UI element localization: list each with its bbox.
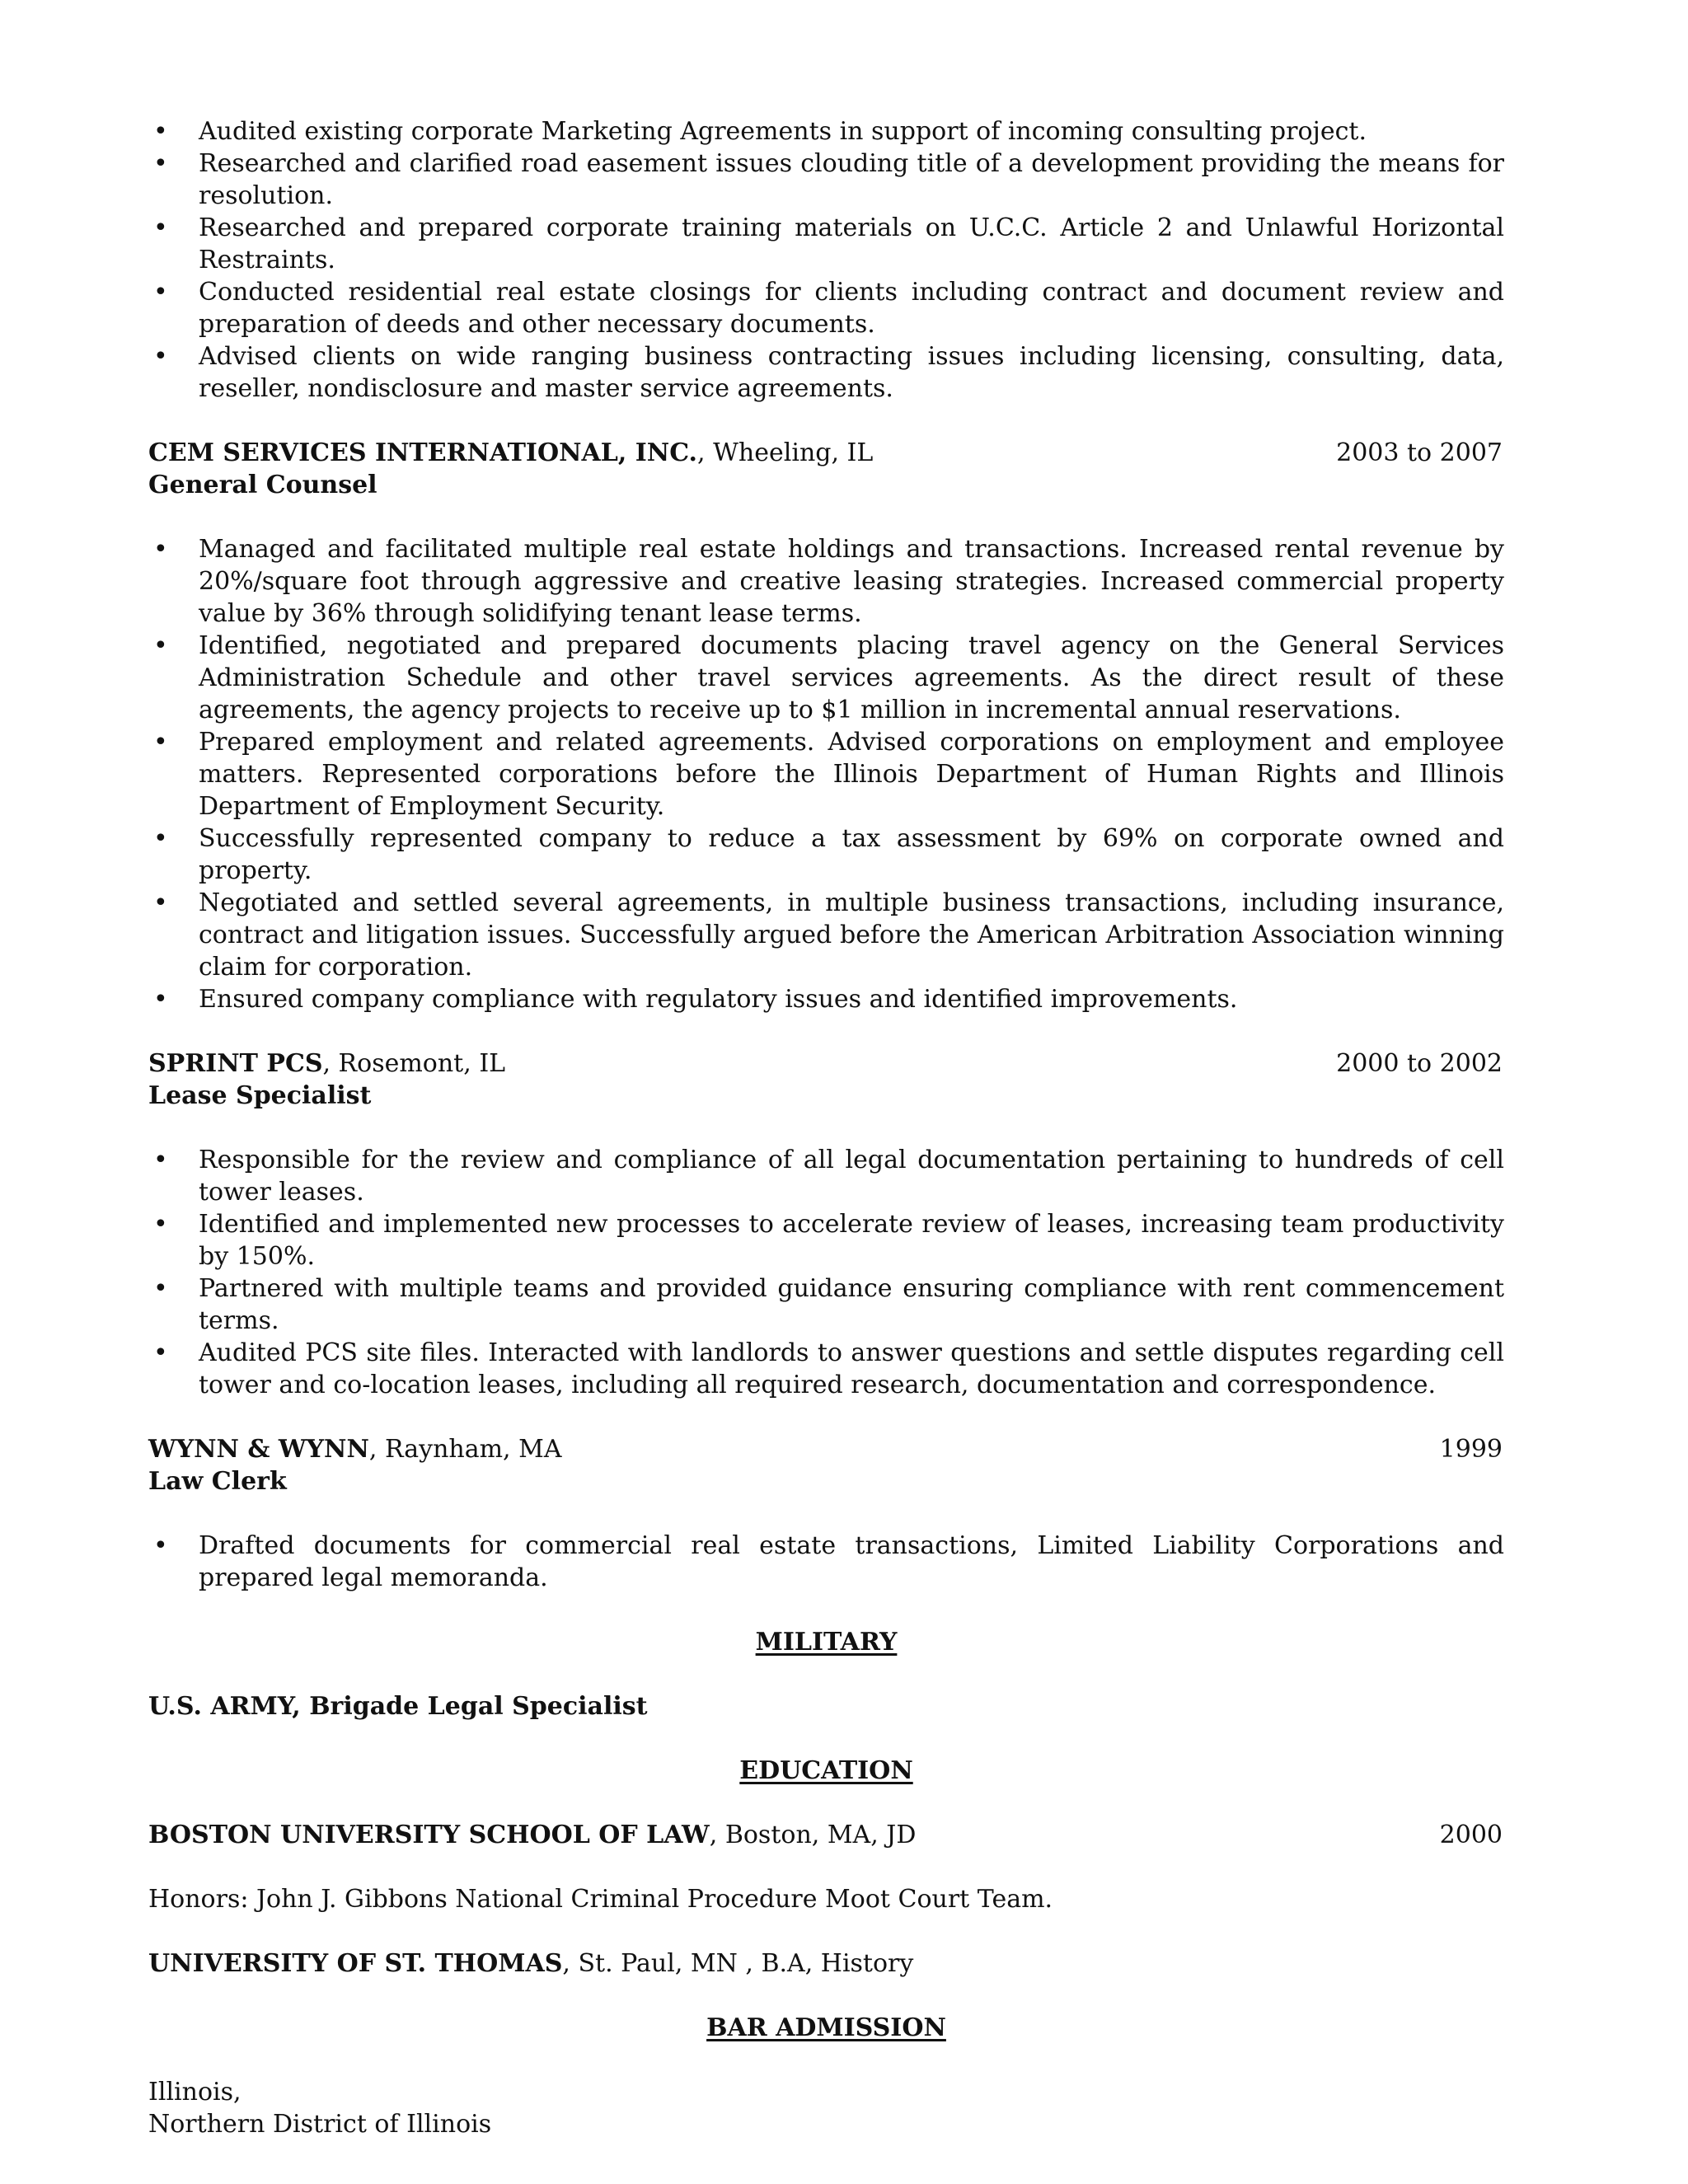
job-employer xyxy=(148,1047,505,1080)
section-heading-bar-admission: BAR ADMISSION xyxy=(706,2013,946,2042)
bullet-item: • Identified and implemented new processes to accelerate review of leases, increasing team productivity by 150%. xyxy=(148,1208,1504,1272)
job-title: Law Clerk xyxy=(148,1467,287,1496)
company-name: SPRINT PCS xyxy=(148,1049,323,1078)
job-employer xyxy=(148,437,873,469)
company-name: CEM SERVICES INTERNATIONAL, INC. xyxy=(148,438,698,467)
school-name: BOSTON UNIVERSITY SCHOOL OF LAW xyxy=(148,1821,710,1849)
job-bullet-list xyxy=(148,1530,1504,1594)
job-dates: 2000 to 2002 xyxy=(1336,1049,1503,1078)
job-dates: 2003 to 2007 xyxy=(1336,438,1503,467)
company-location: , Wheeling, IL xyxy=(697,438,874,467)
intro-bullet-list xyxy=(148,115,1504,405)
section-heading-military: MILITARY xyxy=(755,1628,898,1657)
school-row xyxy=(148,1947,1504,1980)
bullet-item: • Researched and prepared corporate training materials on U.C.C. Article 2 and Unlawful Horizontal Restraints. xyxy=(148,212,1504,276)
job-bullet-list xyxy=(148,1144,1504,1401)
school-entry xyxy=(148,1819,916,1851)
bullet-item: • Advised clients on wide ranging business contracting issues including licensing, consulting, data, reseller, nondisclosure and master service agreements. xyxy=(148,340,1504,405)
bullet-item: • Responsible for the review and compliance of all legal documentation pertaining to hundreds of cell tower leases. xyxy=(148,1144,1504,1208)
school-year: 2000 xyxy=(1439,1821,1503,1849)
job-bullet-list xyxy=(148,533,1504,1015)
bullet-item: • Ensured company compliance with regulatory issues and identified improvements. xyxy=(148,983,1504,1015)
job-header xyxy=(148,1047,1504,1080)
company-location: , Raynham, MA xyxy=(368,1435,562,1464)
job-dates: 1999 xyxy=(1439,1435,1503,1464)
company-name: WYNN & WYNN xyxy=(148,1435,369,1464)
bullet-item: • Audited PCS site files. Interacted with landlords to answer questions and settle disputes regarding cell tower and co-location leases, including all required research, documentation and correspondence. xyxy=(148,1337,1504,1401)
bar-admission-line: Northern District of Illinois xyxy=(148,2110,492,2139)
job-header xyxy=(148,437,1504,469)
school-detail: , St. Paul, MN , B.A, History xyxy=(562,1949,914,1978)
bullet-item: • Audited existing corporate Marketing Agreements in support of incoming consulting project. xyxy=(148,115,1504,148)
job-title: Lease Specialist xyxy=(148,1081,372,1110)
bullet-item: • Researched and clarified road easement issues clouding title of a development providing the means for resolution. xyxy=(148,148,1504,212)
job-header xyxy=(148,1433,1504,1465)
bullet-item: • Negotiated and settled several agreements, in multiple business transactions, including insurance, contract and litigation issues. Successfully argued before the American Arbitration Association winning claim for corporation. xyxy=(148,887,1504,983)
job-employer xyxy=(148,1433,562,1465)
bullet-item: • Partnered with multiple teams and provided guidance ensuring compliance with rent commencement terms. xyxy=(148,1272,1504,1337)
school-row xyxy=(148,1819,1504,1851)
school-name: UNIVERSITY OF ST. THOMAS xyxy=(148,1949,563,1978)
military-entry: U.S. ARMY, Brigade Legal Specialist xyxy=(148,1692,648,1721)
resume-page xyxy=(148,115,1504,2140)
bullet-item: • Identified, negotiated and prepared documents placing travel agency on the General Services Administration Schedule and other travel services agreements. As the direct result of these agreements, the agency projects to receive up to $1 million in incremental annual reservations. xyxy=(148,630,1504,726)
bullet-item: • Successfully represented company to reduce a tax assessment by 69% on corporate owned and property. xyxy=(148,823,1504,887)
school-detail: , Boston, MA, JD xyxy=(709,1821,917,1849)
bullet-item: • Prepared employment and related agreements. Advised corporations on employment and employee matters. Represented corporations before the Illinois Department of Human Rights and Illinois Department of Employment Security. xyxy=(148,726,1504,823)
bullet-item: • Drafted documents for commercial real estate transactions, Limited Liability Corporations and prepared legal memoranda. xyxy=(148,1530,1504,1594)
school-entry xyxy=(148,1947,913,1980)
job-title: General Counsel xyxy=(148,471,377,499)
bar-admission-line: Illinois, xyxy=(148,2078,241,2107)
company-location: , Rosemont, IL xyxy=(322,1049,506,1078)
bullet-item: • Conducted residential real estate closings for clients including contract and document review and preparation of deeds and other necessary documents. xyxy=(148,276,1504,340)
section-heading-education: EDUCATION xyxy=(739,1756,913,1785)
bullet-item: • Managed and facilitated multiple real estate holdings and transactions. Increased rental revenue by 20%/square foot through aggressive and creative leasing strategies. Increased commercial property value by 36% through solidifying tenant lease terms. xyxy=(148,533,1504,630)
honors-line: Honors: John J. Gibbons National Criminal Procedure Moot Court Team. xyxy=(148,1885,1053,1914)
